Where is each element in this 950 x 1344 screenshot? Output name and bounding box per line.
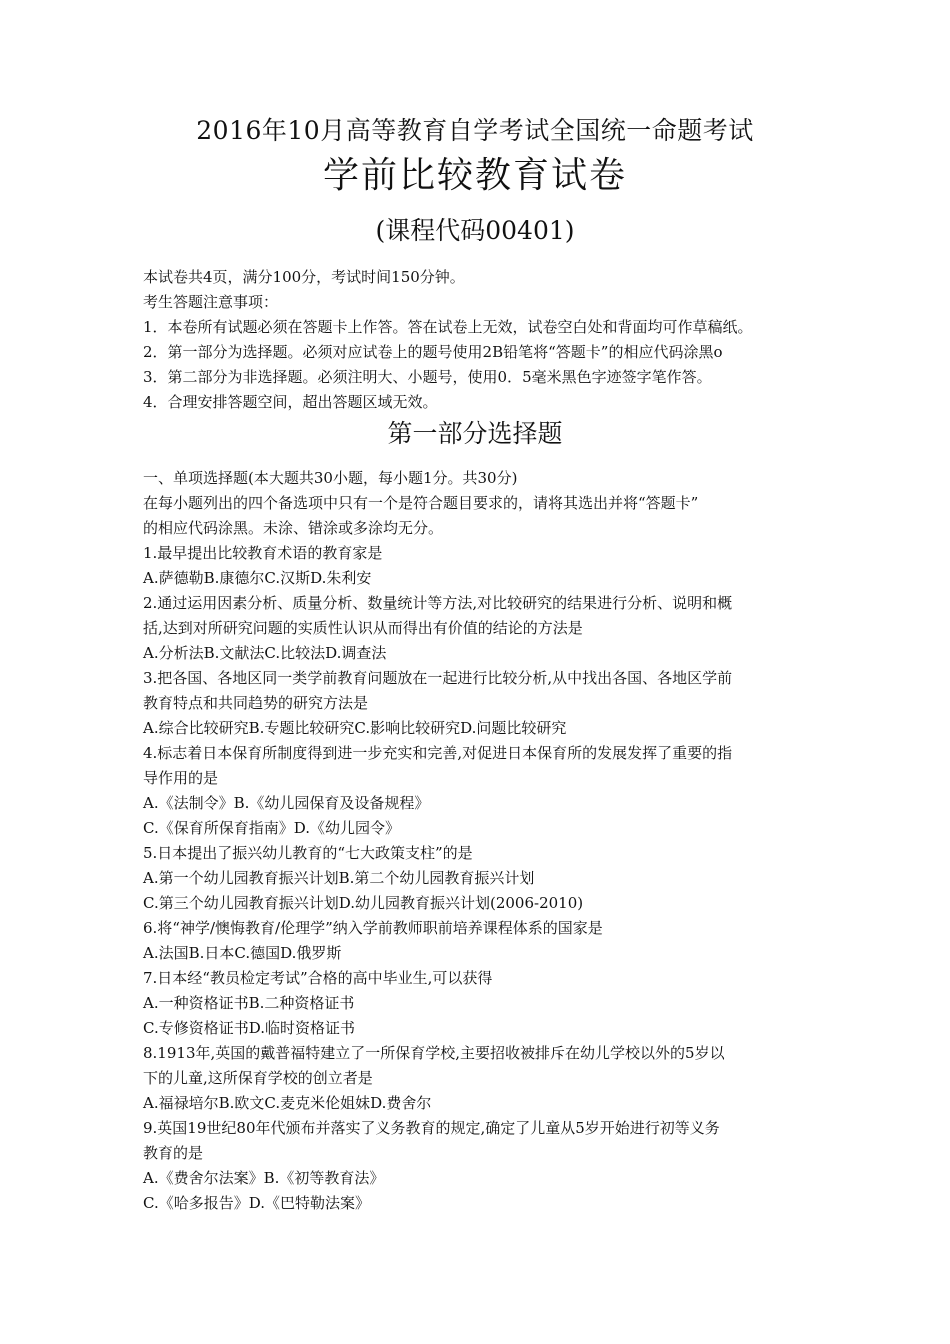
exam-title: 2016年10月高等教育自学考试全国统一命题考试 xyxy=(196,116,754,145)
instruction-line: 在每小题列出的四个备选项中只有一个是符合题目要求的，请将其选出并将“答题卡” xyxy=(143,494,699,512)
options-line: A.《费舍尔法案》B.《初等教育法》 xyxy=(143,1169,385,1187)
question-line: 教育特点和共同趋势的研究方法是 xyxy=(143,694,369,712)
note-line: 考生答题注意事项： xyxy=(143,293,279,311)
question-line: 9.英国19世纪80年代颁布并落实了义务教育的规定,确定了儿童从5岁开始进行初等义务 xyxy=(143,1119,720,1137)
question-line: 8.1913年,英国的戴普福特建立了一所保育学校,主要招收被排斥在幼儿学校以外的5岁以 xyxy=(143,1044,725,1062)
paper-title: 学前比较教育试卷 xyxy=(322,155,627,196)
options-line: A.第一个幼儿园教育振兴计划B.第二个幼儿园教育振兴计划 xyxy=(143,869,535,887)
options-line: A.综合比较研究B.专题比较研究C.影响比较研究D.问题比较研究 xyxy=(143,719,567,737)
section-heading: 一、单项选择题(本大题共30小题，每小题1分。共30分) xyxy=(143,469,518,487)
options-line: C.第三个幼儿园教育振兴计划D.幼儿园教育振兴计划(2006-2010) xyxy=(143,894,584,912)
note-line: 3．第二部分为非选择题。必须注明大、小题号，使用0．5毫米黑色字迹签字笔作答。 xyxy=(143,368,712,386)
options-line: A.分析法B.文献法C.比较法D.调查法 xyxy=(143,644,387,662)
question-line: 6.将“神学/懊悔教育/伦理学”纳入学前教师职前培养课程体系的国家是 xyxy=(143,919,603,937)
question-line: 2.通过运用因素分析、质量分析、数量统计等方法,对比较研究的结果进行分析、说明和概 xyxy=(143,594,733,612)
question-line: 5.日本提出了振兴幼儿教育的“七大政策支柱”的是 xyxy=(143,844,473,862)
options-line: C.《哈多报告》D.《巴特勒法案》 xyxy=(143,1194,370,1212)
section-title: 第一部分选择题 xyxy=(387,419,563,448)
question-line: 下的儿童,这所保育学校的创立者是 xyxy=(143,1069,373,1087)
course-code: (课程代码00401) xyxy=(375,216,575,245)
note-line: 本试卷共4页，满分100分，考试时间150分钟。 xyxy=(143,268,465,286)
question-line: 4.标志着日本保育所制度得到进一步充实和完善,对促进日本保育所的发展发挥了重要的指 xyxy=(143,744,733,762)
question-body xyxy=(143,466,818,1216)
options-line: C.专修资格证书D.临时资格证书 xyxy=(143,1019,355,1037)
exam-notes xyxy=(143,265,833,415)
options-line: A.《法制令》B.《幼儿园保育及设备规程》 xyxy=(143,794,430,812)
instruction-line: 的相应代码涂黑。未涂、错涂或多涂均无分。 xyxy=(143,519,444,537)
question-line: 7.日本经“教员检定考试”合格的高中毕业生,可以获得 xyxy=(143,969,493,987)
options-line: A.法国B.日本C.德国D.俄罗斯 xyxy=(143,944,342,962)
question-line: 导作用的是 xyxy=(143,769,219,787)
question-line: 教育的是 xyxy=(143,1144,204,1162)
question-line: 1.最早提出比较教育术语的教育家是 xyxy=(143,544,383,562)
question-line: 3.把各国、各地区同一类学前教育问题放在一起进行比较分析,从中找出各国、各地区学前 xyxy=(143,669,733,687)
options-line: C.《保育所保育指南》D.《幼儿园令》 xyxy=(143,819,400,837)
note-line: 4．合理安排答题空间，超出答题区域无效。 xyxy=(143,393,438,411)
options-line: A.福禄培尔B.欧文C.麦克米伦姐妹D.费舍尔 xyxy=(143,1094,432,1112)
options-line: A.萨德勒B.康德尔C.汉斯D.朱利安 xyxy=(143,569,372,587)
options-line: A.一种资格证书B.二种资格证书 xyxy=(143,994,355,1012)
note-line: 2．第一部分为选择题。必须对应试卷上的题号使用2B铅笔将“答题卡”的相应代码涂黑o xyxy=(143,343,723,361)
question-line: 括,达到对所研究问题的实质性认识从而得出有价值的结论的方法是 xyxy=(143,619,583,637)
note-line: 1．本卷所有试题必须在答题卡上作答。答在试卷上无效，试卷空白处和背面均可作草稿纸。 xyxy=(143,318,753,336)
